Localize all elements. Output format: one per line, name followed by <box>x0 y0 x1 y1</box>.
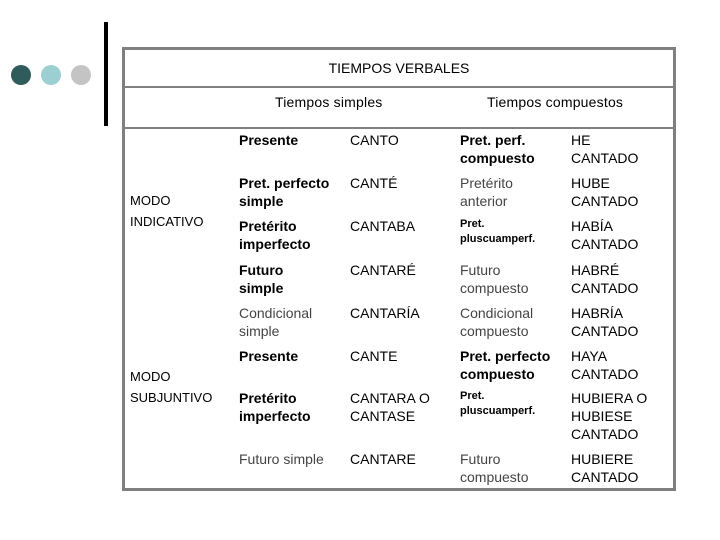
cell-comp-name: Futuro compuesto <box>460 451 529 485</box>
cell-simple: CANTO <box>350 132 399 148</box>
cell-comp-name: Futuro compuesto <box>460 262 529 296</box>
cell-comp: HUBE CANTADO <box>571 175 639 209</box>
cell-simple: CANTARÉ <box>350 262 416 278</box>
header-tiempos-compuestos: Tiempos compuestos <box>487 94 624 110</box>
cell-comp: HUBIERA O HUBIESE CANTADO <box>571 390 648 442</box>
cell-comp-name: Pret. perf. compuesto <box>460 132 535 166</box>
cell-comp: HABÍA CANTADO <box>571 218 639 252</box>
verb-tense-table <box>122 47 676 491</box>
cell-simple: CANTABA <box>350 218 416 234</box>
cell-simple: CANTE <box>350 348 398 364</box>
cell-comp: HABRÍA CANTADO <box>571 305 639 339</box>
cell-simple: CANTARE <box>350 451 416 467</box>
cell-comp: HUBIERE CANTADO <box>571 451 639 485</box>
cell-comp: HABRÉ CANTADO <box>571 262 639 296</box>
cell-name: Futuro simple <box>239 451 324 467</box>
cell-name: Presente <box>239 132 299 148</box>
cell-name: Presente <box>239 348 299 364</box>
cell-comp: HAYA CANTADO <box>571 348 639 382</box>
header-divider <box>125 127 673 129</box>
cell-simple: CANTARÍA <box>350 305 420 321</box>
table-title: TIEMPOS VERBALES <box>125 50 673 88</box>
cell-simple: CANTÉ <box>350 175 398 191</box>
mode-subjuntivo-label: MODO SUBJUNTIVO <box>130 369 213 405</box>
decorative-dot-dark <box>11 65 31 85</box>
cell-simple: CANTARA O CANTASE <box>350 390 430 424</box>
cell-name: Pret. perfecto simple <box>239 175 330 209</box>
cell-comp-name: Pretérito anterior <box>460 175 513 209</box>
cell-comp: HE CANTADO <box>571 132 639 166</box>
cell-name: Pretérito imperfecto <box>239 390 311 424</box>
cell-comp-name: Pret. pluscuamperf. <box>460 218 536 245</box>
mode-indicativo-label: MODO INDICATIVO <box>130 193 204 229</box>
cell-comp-name: Pret. pluscuamperf. <box>460 390 536 417</box>
header-tiempos-simples: Tiempos simples <box>275 94 383 110</box>
cell-name: Futuro simple <box>239 262 284 296</box>
decorative-dot-teal <box>41 65 61 85</box>
cell-comp-name: Condicional compuesto <box>460 305 534 339</box>
cell-name: Pretérito imperfecto <box>239 218 311 252</box>
decorative-dot-gray <box>71 65 91 85</box>
cell-comp-name: Pret. perfecto compuesto <box>460 348 551 382</box>
cell-name: Condicional simple <box>239 305 313 339</box>
decorative-vertical-bar <box>104 22 108 126</box>
